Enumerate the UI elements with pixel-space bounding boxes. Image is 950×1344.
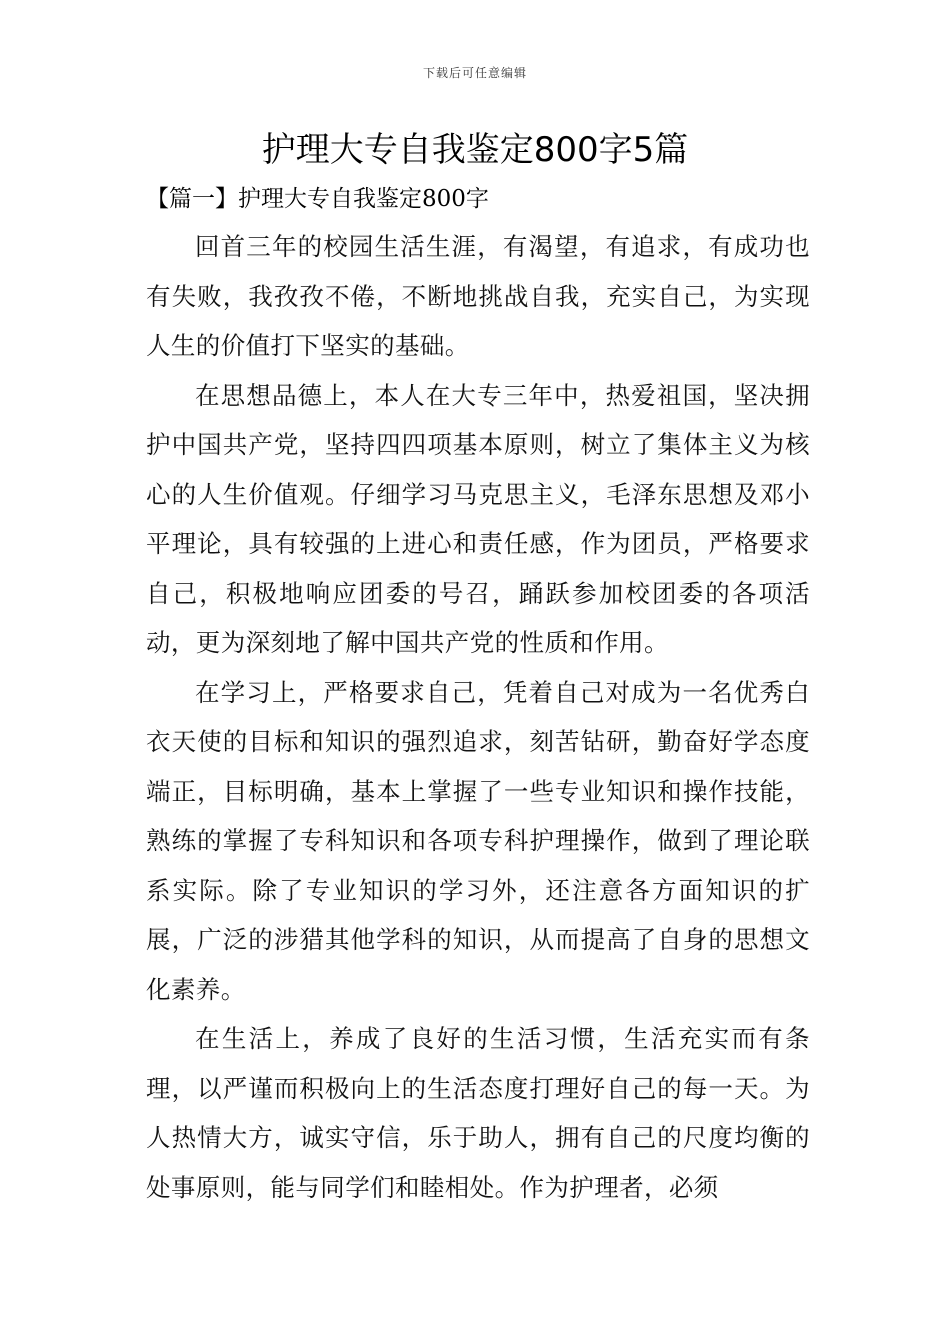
paragraph-3: 在学习上，严格要求自己，凭着自己对成为一名优秀白衣天使的目标和知识的强烈追求，刻苦钻研，勤奋好学态度端正，目标明确，基本上掌握了一些专业知识和操作技能，熟练的掌握了专科知识和各项专科护理操作，做到了理论联系实际。除了专业知识的学习外，还注意各方面知识的扩展，广泛的涉猎其他学科的知识，从而提高了自身的思想文化素养。 — [146, 677, 810, 1004]
section-heading: 【篇一】护理大专自我鉴定800字 — [146, 186, 489, 212]
document-title: 护理大专自我鉴定800字5篇 — [261, 130, 689, 170]
header-note: 下载后可任意编辑 — [422, 66, 527, 80]
paragraph-1: 回首三年的校园生活生涯，有渴望，有追求，有成功也有失败，我孜孜不倦，不断地挑战自我，充实自己，为实现人生的价值打下坚实的基础。 — [146, 232, 810, 360]
paragraph-2: 在思想品德上，本人在大专三年中，热爱祖国，坚决拥护中国共产党，坚持四四项基本原则，树立了集体主义为核心的人生价值观。仔细学习马克思主义，毛泽东思想及邓小平理论，具有较强的上进心和责任感，作为团员，严格要求自己，积极地响应团委的号召，踊跃参加校团委的各项活动，更为深刻地了解中国共产党的性质和作用。 — [146, 380, 810, 657]
paragraph-4: 在生活上，养成了良好的生活习惯，生活充实而有条理，以严谨而积极向上的生活态度打理好自己的每一天。为人热情大方，诚实守信，乐于助人，拥有自己的尺度均衡的处事原则，能与同学们和睦相处。作为护理者，必须 — [146, 1024, 810, 1202]
document-body — [146, 176, 810, 1212]
